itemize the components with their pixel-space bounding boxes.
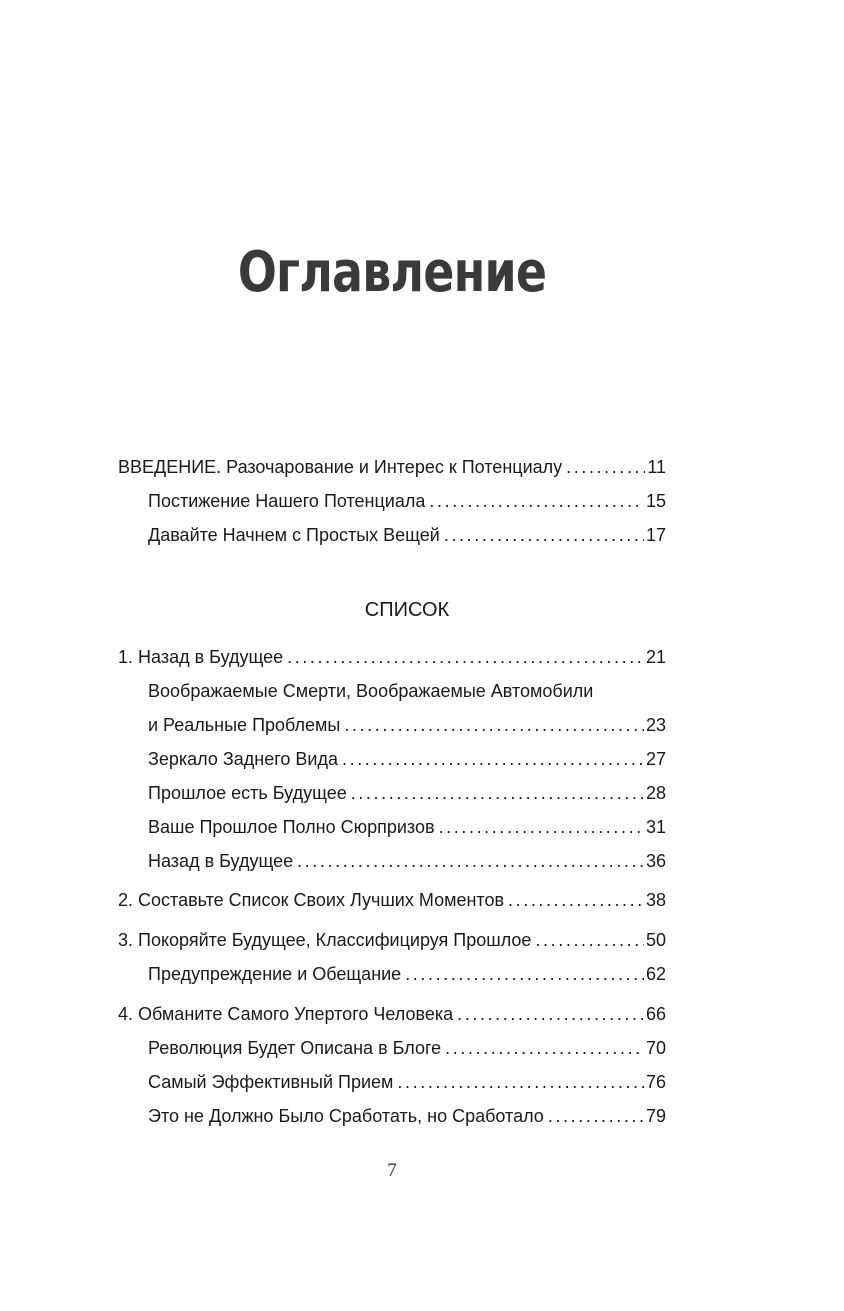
leader-dots <box>297 849 644 873</box>
toc-page-number: 31 <box>645 817 666 837</box>
leader-dots <box>444 523 644 547</box>
toc-entry-label: 2. Составьте Список Своих Лучших Моментов <box>118 890 505 910</box>
toc-page-number: 21 <box>645 647 666 667</box>
toc-entry-label-line1[interactable]: Воображаемые Смерти, Воображаемые Автомобили <box>148 681 594 701</box>
toc-entry-label: 1. Назад в Будущее <box>118 647 284 667</box>
toc-entry-label: Это не Должно Было Сработать, но Сработало <box>148 1106 544 1126</box>
toc-entry-label: Назад в Будущее <box>148 851 294 871</box>
toc-page-number: 36 <box>645 851 666 871</box>
leader-dots <box>457 1002 644 1026</box>
leader-dots <box>508 888 644 912</box>
toc-page-number: 76 <box>645 1072 666 1092</box>
toc-page-number: 62 <box>645 964 666 984</box>
toc-page-number: 11 <box>647 457 666 477</box>
page-number: 7 <box>387 1160 397 1181</box>
toc-page-number: 70 <box>645 1038 666 1058</box>
toc-entry[interactable] <box>148 713 666 737</box>
leader-dots <box>287 645 644 669</box>
leader-dots <box>405 962 644 986</box>
leader-dots <box>397 1070 644 1094</box>
toc-entry-label: Зеркало Заднего Вида <box>148 749 338 769</box>
toc-entry-label: Революция Будет Описана в Блоге <box>148 1038 442 1058</box>
page-title: Оглавление <box>237 240 547 305</box>
section-heading: СПИСОК <box>364 599 450 621</box>
toc-entry[interactable] <box>148 1036 666 1060</box>
toc-page-number: 27 <box>645 749 666 769</box>
toc-entry-label: Ваше Прошлое Полно Сюрпризов <box>148 817 435 837</box>
toc-entry[interactable] <box>148 815 666 839</box>
toc-entry-label: Самый Эффективный Прием <box>148 1072 394 1092</box>
toc-entry[interactable] <box>148 747 666 771</box>
toc-entry-label: Предупреждение и Обещание <box>148 964 402 984</box>
toc-chapter-4[interactable] <box>118 1002 666 1026</box>
toc-entry[interactable] <box>148 523 666 547</box>
leader-dots <box>535 928 644 952</box>
leader-dots <box>439 815 644 839</box>
toc-page-number: 50 <box>645 930 666 950</box>
toc-page-number: 79 <box>645 1106 666 1126</box>
toc-entry[interactable] <box>148 849 666 873</box>
toc-entry[interactable] <box>148 962 666 986</box>
toc-entry[interactable] <box>148 781 666 805</box>
toc-page-number: 17 <box>645 525 666 545</box>
toc-page-number: 66 <box>645 1004 666 1024</box>
toc-entry-label: 3. Покоряйте Будущее, Классифицируя Прошлое <box>118 930 532 950</box>
leader-dots <box>566 455 645 479</box>
leader-dots <box>548 1104 644 1128</box>
toc-entry-label: и Реальные Проблемы <box>148 715 341 735</box>
toc-chapter-3[interactable] <box>118 928 666 952</box>
toc-entry[interactable] <box>148 489 666 513</box>
toc-entry-intro[interactable] <box>118 455 666 479</box>
toc-page-number: 38 <box>645 890 666 910</box>
toc-entry[interactable] <box>148 1104 666 1128</box>
leader-dots <box>445 1036 644 1060</box>
toc-entry-label: Давайте Начнем с Простых Вещей <box>148 525 440 545</box>
toc-page-number: 23 <box>645 715 666 735</box>
toc-chapter-1[interactable] <box>118 645 666 669</box>
toc-entry[interactable] <box>148 1070 666 1094</box>
leader-dots <box>344 713 644 737</box>
leader-dots <box>429 489 644 513</box>
leader-dots <box>351 781 644 805</box>
toc-entry-label: Прошлое есть Будущее <box>148 783 347 803</box>
toc-page-number: 28 <box>645 783 666 803</box>
leader-dots <box>342 747 644 771</box>
toc-chapter-2[interactable] <box>118 888 666 912</box>
toc-entry-label: ВВЕДЕНИЕ. Разочарование и Интерес к Потенциалу <box>118 457 563 477</box>
toc-entry-label: 4. Обманите Самого Упертого Человека <box>118 1004 454 1024</box>
toc-entry-label: Постижение Нашего Потенциала <box>148 491 426 511</box>
toc-page-number: 15 <box>645 491 666 511</box>
